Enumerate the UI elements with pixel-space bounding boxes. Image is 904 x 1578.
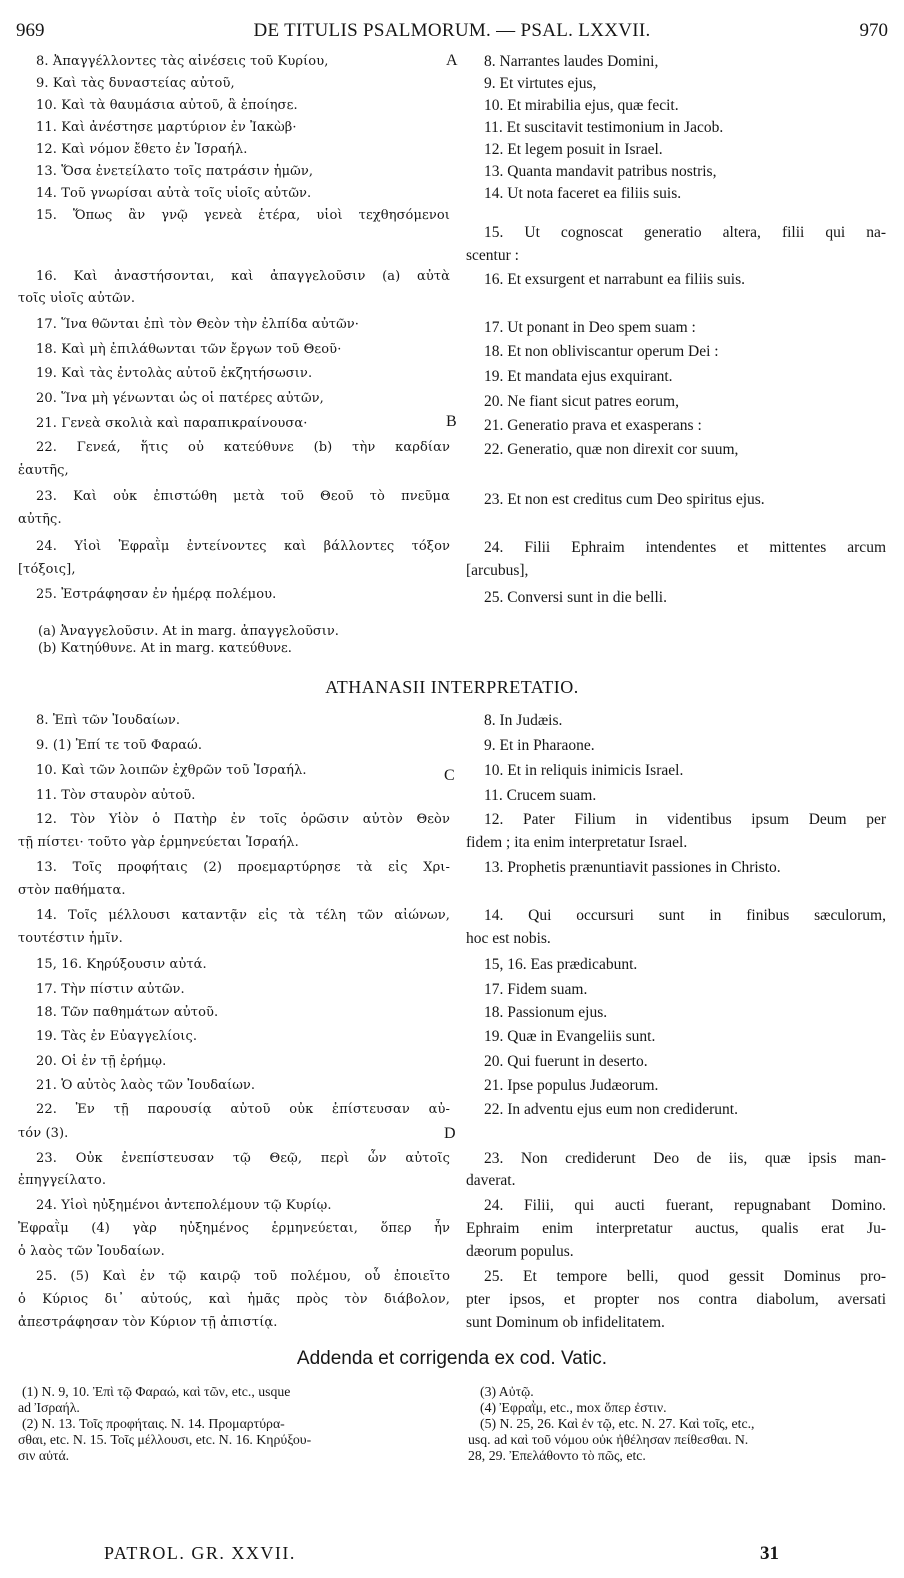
psalm-latin-line: 18. Et non obliviscantur operum Dei : [484, 343, 719, 360]
addenda-right-line: 28, 29. Ἐπελάθοντο τὸ πῶς, etc. [468, 1448, 646, 1463]
psalm-latin-line: [arcubus], [466, 562, 529, 579]
interpretatio-latin-line: 25. Et tempore belli, quod gessit Dominus pro- [484, 1268, 886, 1285]
psalm-latin-line: 11. Et suscitavit testimonium in Jacob. [484, 119, 724, 136]
interpretatio-greek-line: ἐπηγγείλατο. [18, 1173, 107, 1188]
interpretatio-latin-line: 19. Quæ in Evangeliis sunt. [484, 1028, 656, 1045]
interpretatio-greek-line: 15, 16. Κηρύξουσιν αὐτά. [36, 957, 207, 972]
page-number-left: 969 [16, 20, 45, 41]
interpretatio-latin-line: 23. Non crediderunt Deo de iis, quæ ipsis man- [484, 1150, 886, 1167]
psalm-greek-line: 10. Καὶ τὰ θαυμάσια αὐτοῦ, ἃ ἐποίησε. [36, 98, 298, 113]
psalm-greek-line: 11. Καὶ ἀνέστησε μαρτύριον ἐν Ἰακὼβ· [36, 120, 297, 135]
psalm-greek-line: 8. Ἀπαγγέλλοντες τὰς αἰνέσεις τοῦ Κυρίου, [36, 54, 329, 69]
psalm-greek-line: 14. Τοῦ γνωρίσαι αὐτὰ τοῖς υἱοῖς αὐτῶν. [36, 186, 312, 201]
addenda-right-line: (4) Ἐφραῒμ, etc., mox ὅπερ ἐστιν. [480, 1400, 667, 1415]
psalm-greek-line: [τόξοις], [18, 562, 76, 577]
interpretatio-greek-line: 14. Τοῖς μέλλουσι καταντᾷν εἰς τὰ τέλη τῶν αἰώνων, [36, 908, 450, 923]
interpretatio-greek-line: ὁ λαὸς τῶν Ἰουδαίων. [18, 1244, 165, 1259]
interpretatio-latin-line: 12. Pater Filium in videntibus ipsum Deum per [484, 811, 886, 828]
margin-mark-b: B [446, 413, 457, 430]
interpretatio-latin-line: dæorum populus. [466, 1243, 574, 1260]
psalm-latin-line: 12. Et legem posuit in Israel. [484, 141, 663, 158]
addenda-left-line: ad Ἰσραήλ. [18, 1400, 80, 1415]
interpretatio-latin-line: 9. Et in Pharaone. [484, 737, 595, 754]
psalm-latin-line: 25. Conversi sunt in die belli. [484, 589, 667, 606]
psalm-latin-line: 23. Et non est creditus cum Deo spiritus ejus. [484, 491, 765, 508]
addenda-right-line: (3) Αὐτῷ. [480, 1384, 534, 1399]
psalm-latin-line: 22. Generatio, quæ non direxit cor suum, [484, 441, 739, 458]
interpretatio-latin-line: 14. Qui occursuri sunt in finibus sæculorum, [484, 907, 886, 924]
psalm-greek-line: 15. Ὅπως ἂν γνῷ γενεὰ ἑτέρα, υἱοὶ τεχθησόμενοι [36, 208, 450, 223]
interpretatio-greek-line: στὸν παθήματα. [18, 883, 126, 898]
addenda-left-line: (1) N. 9, 10. Ἐπὶ τῷ Φαραώ, καὶ τῶν, etc., usque [22, 1384, 291, 1399]
page-number-right: 970 [859, 20, 888, 41]
addenda-right-line: (5) N. 25, 26. Καὶ ἐν τῷ, etc. N. 27. Καὶ τοῖς, etc., [480, 1416, 755, 1431]
psalm-greek-line: 22. Γενεά, ἥτις οὐ κατεύθυνε (b) τὴν καρδίαν [36, 440, 450, 455]
psalm-latin-line: 20. Ne fiant sicut patres eorum, [484, 393, 679, 410]
interpretatio-latin-line: daverat. [466, 1172, 516, 1189]
psalm-latin-line: 9. Et virtutes ejus, [484, 75, 597, 92]
interpretatio-latin-line: 10. Et in reliquis inimicis Israel. [484, 762, 684, 779]
footer-signature: PATROL. GR. XXVII. [104, 1543, 296, 1563]
interpretatio-greek-line: 17. Τὴν πίστιν αὐτῶν. [36, 982, 185, 997]
interpretatio-greek-line: 12. Τὸν Υἱὸν ὁ Πατὴρ ἐν τοῖς ὁρῶσιν αὐτὸν Θεὸν [36, 812, 450, 827]
psalm-greek-line: 17. Ἵνα θῶνται ἐπὶ τὸν Θεὸν τὴν ἐλπίδα αὐτῶν· [36, 317, 359, 332]
psalm-greek-line: τοῖς υἱοῖς αὐτῶν. [18, 291, 136, 306]
psalm-greek-line: 16. Καὶ ἀναστήσονται, καὶ ἀπαγγελοῦσιν (a) αὐτὰ [36, 269, 450, 284]
addenda-left-line: σθαι, etc. N. 15. Τοῖς μέλλουσι, etc. N. 16. Κηρύξου- [18, 1432, 312, 1447]
interpretatio-greek-line: 8. Ἐπὶ τῶν Ἰουδαίων. [36, 713, 181, 728]
psalm-latin-line: scentur : [466, 247, 519, 264]
interpretatio-greek-line: 11. Τὸν σταυρὸν αὐτοῦ. [36, 788, 196, 803]
interpretatio-latin-line: 18. Passionum ejus. [484, 1004, 608, 1021]
interpretatio-greek-line: ἀπεστράφησαν τὸν Κύριον τῇ ἀπιστίᾳ. [18, 1315, 278, 1330]
interpretatio-latin-line: pter ipsos, et propter nos contra diabolum, aversati [466, 1291, 886, 1308]
interpretatio-greek-line: τουτέστιν ἡμῖν. [18, 931, 123, 946]
interpretatio-greek-line: 10. Καὶ τῶν λοιπῶν ἐχθρῶν τοῦ Ἰσραήλ. [36, 763, 307, 778]
psalm-latin-line: 16. Et exsurgent et narrabunt ea filiis suis. [484, 271, 746, 288]
interpretatio-latin-line: Ephraim enim interpretatur auctus, qualis erat Ju- [466, 1220, 886, 1237]
interpretatio-greek-line: 21. Ὁ αὐτὸς λαὸς τῶν Ἰουδαίων. [36, 1078, 256, 1093]
psalm-latin-line: 19. Et mandata ejus exquirant. [484, 368, 673, 385]
interpretatio-greek-line: 22. Ἐν τῇ παρουσίᾳ αὐτοῦ οὐκ ἐπίστευσαν αὐ- [36, 1102, 450, 1117]
psalm-greek-line: 19. Καὶ τὰς ἐντολὰς αὐτοῦ ἐκζητήσωσιν. [36, 366, 313, 381]
margin-mark-d: D [444, 1125, 456, 1142]
interpretatio-latin-line: hoc est nobis. [466, 930, 551, 947]
psalm-latin-line: 13. Quanta mandavit patribus nostris, [484, 163, 717, 180]
psalm-greek-line: 20. Ἵνα μὴ γένωνται ὡς οἱ πατέρες αὐτῶν, [36, 391, 324, 406]
interpretatio-greek-line: 9. (1) Ἐπί τε τοῦ Φαραώ. [36, 738, 203, 753]
interpretatio-latin-line: 13. Prophetis prænuntiavit passiones in Christo. [484, 859, 781, 876]
psalm-latin-line: 15. Ut cognoscat generatio altera, filii qui na- [484, 224, 886, 241]
psalm-greek-line: 21. Γενεὰ σκολιὰ καὶ παραπικραίνουσα· [36, 416, 308, 431]
psalm-greek-line: ἑαυτῆς, [18, 463, 69, 478]
interpretatio-greek-line: 18. Τῶν παθημάτων αὐτοῦ. [36, 1005, 219, 1020]
psalm-greek-line: 13. Ὅσα ἐνετείλατο τοῖς πατράσιν ἡμῶν, [36, 164, 314, 179]
interpretatio-greek-line: 13. Τοῖς προφήταις (2) προεμαρτύρησε τὰ εἰς Χρι- [36, 860, 450, 875]
interpretatio-greek-line: τῇ πίστει· τοῦτο γὰρ ἑρμηνεύεται Ἰσραήλ. [18, 835, 299, 850]
interpretatio-latin-line: 15, 16. Eas prædicabunt. [484, 956, 638, 973]
interpretatio-latin-line: fidem ; ita enim interpretatur Israel. [466, 834, 688, 851]
psalm-latin-line: 8. Narrantes laudes Domini, [484, 53, 659, 70]
addenda-left-line: (2) N. 13. Τοῖς προφήταις. N. 14. Προμαρτύρα- [22, 1416, 285, 1431]
section-title: ATHANASII INTERPRETATIO. [325, 677, 579, 697]
interpretatio-greek-line: 20. Οἱ ἐν τῇ ἐρήμῳ. [36, 1054, 167, 1069]
psalm-latin-line: 10. Et mirabilia ejus, quæ fecit. [484, 97, 679, 114]
psalm-greek-line: αὐτῆς. [18, 512, 62, 527]
interpretatio-latin-line: 8. In Judæis. [484, 712, 563, 729]
interpretatio-greek-line: 25. (5) Καὶ ἐν τῷ καιρῷ τοῦ πολέμου, οὗ ἐποιεῖτο [36, 1269, 450, 1284]
interpretatio-greek-line: 24. Υἱοὶ ηὐξημένοι ἀντεπολέμουν τῷ Κυρίῳ. [36, 1198, 332, 1213]
addenda-left-line: σιν αὐτά. [18, 1448, 70, 1463]
interpretatio-latin-line: 20. Qui fuerunt in deserto. [484, 1053, 648, 1070]
addenda-title: Addenda et corrigenda ex cod. Vatic. [296, 1348, 608, 1369]
margin-mark-c: C [444, 767, 455, 784]
psalm-latin-line: 14. Ut nota faceret ea filiis suis. [484, 185, 682, 202]
interpretatio-greek-line: 19. Τὰς ἐν Εὐαγγελίοις. [36, 1029, 198, 1044]
interpretatio-latin-line: 24. Filii, qui aucti fuerant, repugnabant Domino. [484, 1197, 886, 1214]
interpretatio-latin-line: 21. Ipse populus Judæorum. [484, 1077, 659, 1094]
interpretatio-greek-line: τόν (3). [18, 1126, 69, 1141]
footer-sheet-number: 31 [760, 1543, 779, 1564]
interpretatio-latin-line: 22. In adventu ejus eum non crediderunt. [484, 1101, 738, 1118]
psalm-latin-line: 24. Filii Ephraim intendentes et mittentes arcum [484, 539, 886, 556]
psalm-greek-line: 9. Καὶ τὰς δυναστείας αὐτοῦ, [36, 76, 235, 91]
interpretatio-latin-line: 17. Fidem suam. [484, 981, 588, 998]
running-header [16, 20, 888, 44]
psalm-latin-line: 17. Ut ponant in Deo spem suam : [484, 319, 696, 336]
psalm-greek-line: 24. Υἱοὶ Ἐφραῒμ ἐντείνοντες καὶ βάλλοντες τόξον [36, 539, 450, 554]
footnote-a: (a) Ἀναγγελοῦσιν. At in marg. ἀπαγγελοῦσιν. [38, 624, 339, 639]
psalm-greek-line: 23. Καὶ οὐκ ἐπιστώθη μετὰ τοῦ Θεοῦ τὸ πνεῦμα [36, 489, 450, 504]
psalm-greek-line: 25. Ἐστράφησαν ἐν ἡμέρᾳ πολέμου. [36, 587, 277, 602]
psalm-latin-line: 21. Generatio prava et exasperans : [484, 417, 702, 434]
interpretatio-greek-line: ὁ Κύριος δι᾽ αὐτούς, καὶ ἡμᾶς πρὸς τὸν διάβολον, [18, 1292, 450, 1307]
addenda-right-line: usq. ad καὶ τοῦ νόμου οὐκ ἠθέλησαν πείθεσθαι. N. [468, 1432, 749, 1447]
interpretatio-latin-line: 11. Crucem suam. [484, 787, 597, 804]
psalm-greek-line: 12. Καὶ νόμον ἔθετο ἐν Ἰσραήλ. [36, 142, 248, 157]
footnote-b: (b) Κατηύθυνε. At in marg. κατεύθυνε. [38, 641, 292, 656]
running-title: DE TITULIS PSALMORUM. — PSAL. LXXVII. [253, 20, 651, 41]
interpretatio-greek-line: Ἐφραῒμ (4) γὰρ ηὐξημένος ἑρμηνεύεται, ὅπερ ἦν [18, 1221, 450, 1236]
psalm-greek-line: 18. Καὶ μὴ ἐπιλάθωνται τῶν ἔργων τοῦ Θεοῦ· [36, 342, 342, 357]
interpretatio-greek-line: 23. Οὐκ ἐνεπίστευσαν τῷ Θεῷ, περὶ ὧν αὐτοῖς [36, 1151, 450, 1166]
interpretatio-latin-line: sunt Dominum ob infidelitatem. [466, 1314, 665, 1331]
margin-mark-a: A [446, 52, 458, 69]
